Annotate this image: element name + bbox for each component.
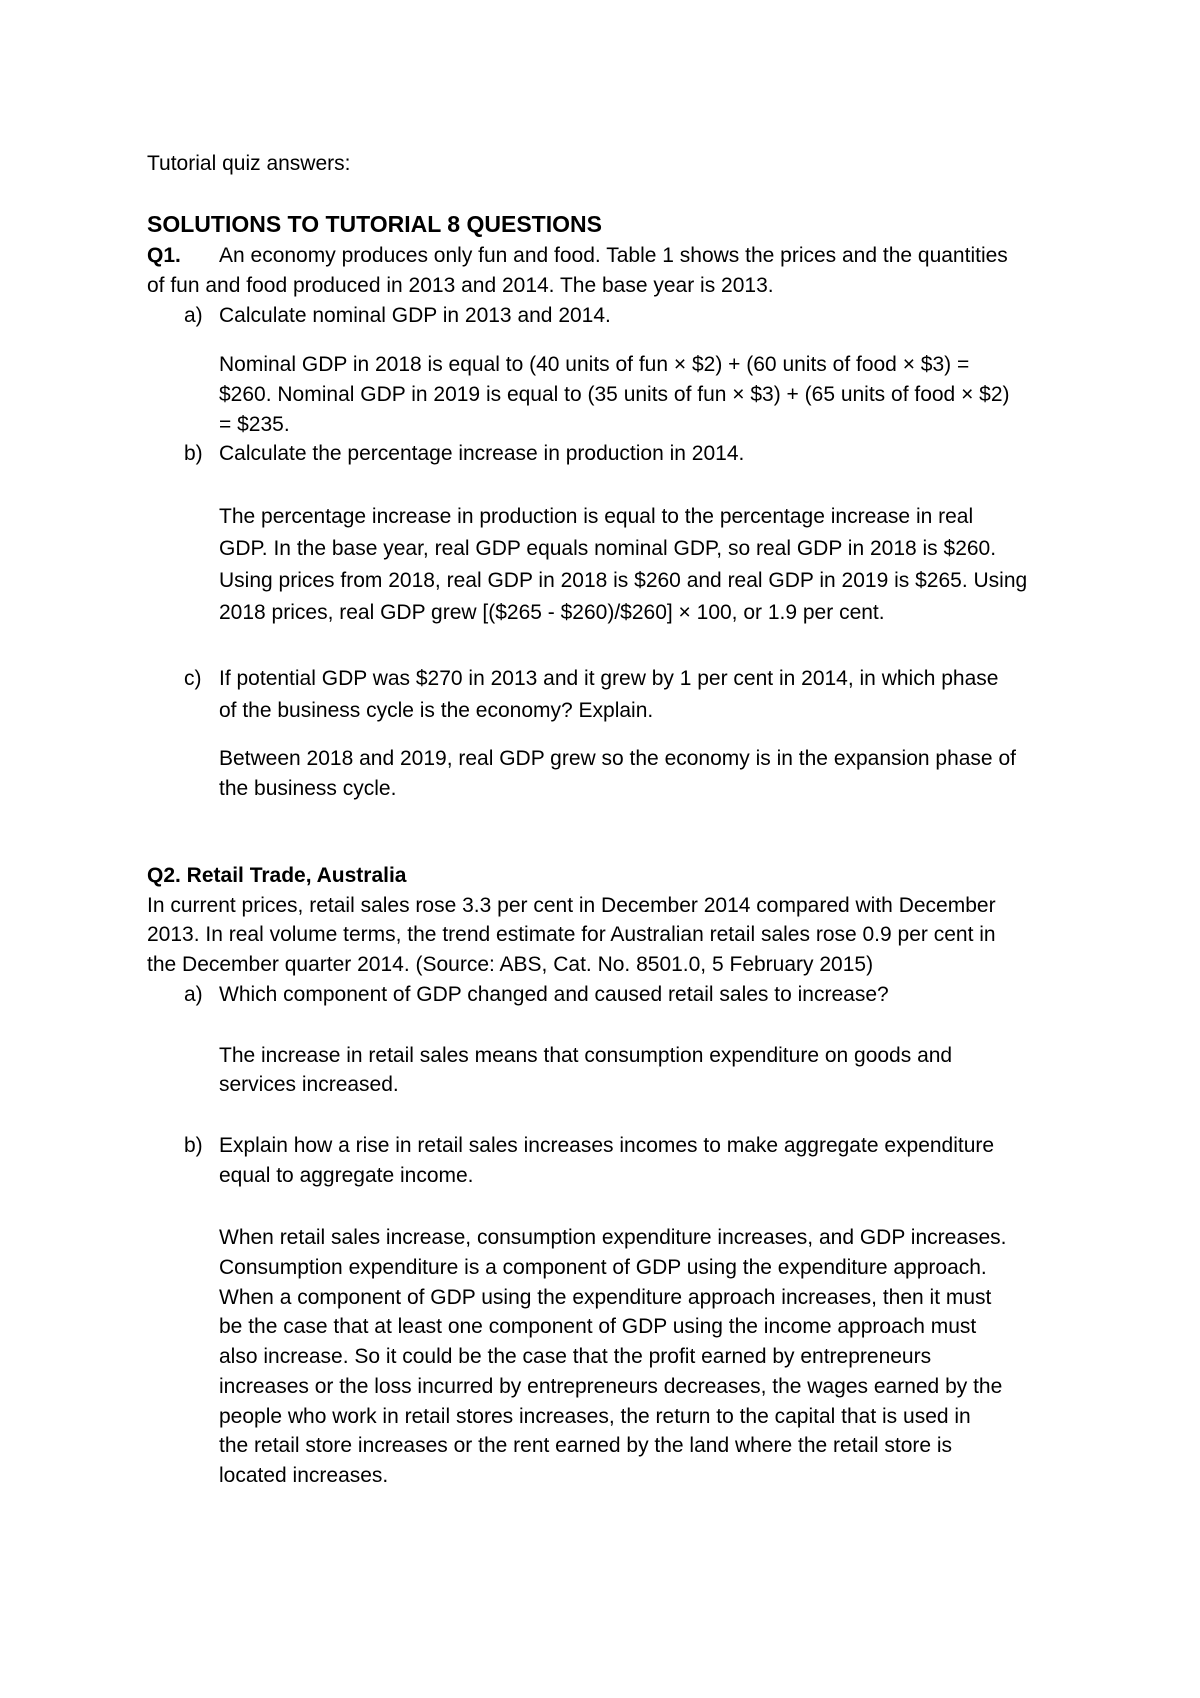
q1b-answer-line: Using prices from 2018, real GDP in 2018 is $260 and real GDP in 2019 is $265. Using	[219, 569, 1028, 592]
q1c-question-line: of the business cycle is the economy? Explain.	[219, 699, 654, 722]
q2b-answer-line: When a component of GDP using the expenditure approach increases, then it must	[219, 1286, 992, 1309]
q1a-marker: a)	[184, 304, 203, 327]
q1a-answer-line: = $235.	[219, 413, 290, 436]
intro-line: Tutorial quiz answers:	[147, 152, 351, 175]
q2-title: Q2. Retail Trade, Australia	[147, 864, 407, 887]
q2b-answer-line: also increase. So it could be the case that the profit earned by entrepreneurs	[219, 1345, 932, 1368]
q2b-marker: b)	[184, 1134, 203, 1157]
q1b-answer-line: GDP. In the base year, real GDP equals nominal GDP, so real GDP in 2018 is $260.	[219, 537, 997, 560]
q2b-answer-line: people who work in retail stores increases, the return to the capital that is used in	[219, 1405, 971, 1428]
q1b-answer-line: 2018 prices, real GDP grew [($265 - $260)/$260] × 100, or 1.9 per cent.	[219, 601, 885, 624]
q1b-question: Calculate the percentage increase in production in 2014.	[219, 442, 745, 465]
q2-text-line: In current prices, retail sales rose 3.3 per cent in December 2014 compared with December	[147, 894, 996, 917]
q1b-marker: b)	[184, 442, 203, 465]
q1a-question: Calculate nominal GDP in 2013 and 2014.	[219, 304, 611, 327]
q2b-answer-line: When retail sales increase, consumption expenditure increases, and GDP increases.	[219, 1226, 1007, 1249]
q1c-question-line: If potential GDP was $270 in 2013 and it grew by 1 per cent in 2014, in which phase	[219, 667, 999, 690]
q1c-marker: c)	[184, 667, 202, 690]
q1a-answer-line: $260. Nominal GDP in 2019 is equal to (35 units of fun × $3) + (65 units of food × $2)	[219, 383, 1010, 406]
q2b-answer-line: Consumption expenditure is a component of GDP using the expenditure approach.	[219, 1256, 987, 1279]
q2a-answer-line: services increased.	[219, 1073, 399, 1096]
q2b-answer-line: increases or the loss incurred by entrepreneurs decreases, the wages earned by the	[219, 1375, 1003, 1398]
q2b-answer-line: the retail store increases or the rent earned by the land where the retail store is	[219, 1434, 953, 1457]
q2a-question: Which component of GDP changed and caused retail sales to increase?	[219, 983, 889, 1006]
q1a-answer-line: Nominal GDP in 2018 is equal to (40 units of fun × $2) + (60 units of food × $3) =	[219, 353, 970, 376]
q1-text-line: of fun and food produced in 2013 and 2014. The base year is 2013.	[147, 274, 774, 297]
q2-text-line: the December quarter 2014. (Source: ABS, Cat. No. 8501.0, 5 February 2015)	[147, 953, 874, 976]
q1c-answer-line: Between 2018 and 2019, real GDP grew so the economy is in the expansion phase of	[219, 747, 1016, 770]
q1b-answer-line: The percentage increase in production is equal to the percentage increase in real	[219, 505, 974, 528]
q2-text-line: 2013. In real volume terms, the trend estimate for Australian retail sales rose 0.9 per cent in	[147, 923, 996, 946]
q2a-answer-line: The increase in retail sales means that consumption expenditure on goods and	[219, 1044, 953, 1067]
q2a-marker: a)	[184, 983, 203, 1006]
q1c-answer-line: the business cycle.	[219, 777, 397, 800]
page-title: SOLUTIONS TO TUTORIAL 8 QUESTIONS	[147, 211, 602, 237]
q1-number: Q1.	[147, 244, 181, 267]
q2b-answer-line: located increases.	[219, 1464, 389, 1487]
q2b-question-line: Explain how a rise in retail sales increases incomes to make aggregate expenditure	[219, 1134, 995, 1157]
q1-text-line: An economy produces only fun and food. Table 1 shows the prices and the quantities	[219, 244, 1008, 267]
q2b-question-line: equal to aggregate income.	[219, 1164, 474, 1187]
q2b-answer-line: be the case that at least one component of GDP using the income approach must	[219, 1315, 977, 1338]
